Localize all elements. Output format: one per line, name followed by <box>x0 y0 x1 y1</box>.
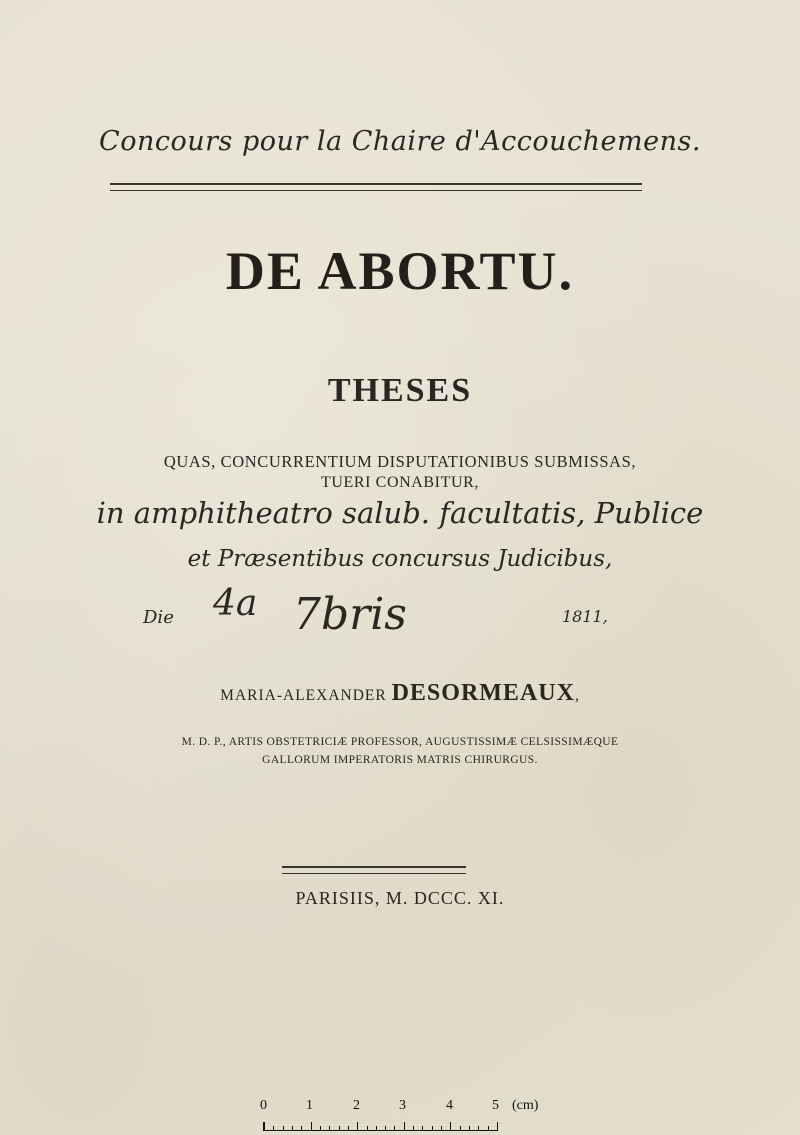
scale-tick <box>450 1122 451 1130</box>
credentials-line-2: GALLORUM IMPERATORIS MATRIS CHIRURGUS. <box>262 754 538 766</box>
scale-tick <box>497 1122 498 1130</box>
scale-tick <box>292 1126 293 1130</box>
thesis-line-2: TUERI CONABITUR, <box>320 474 480 491</box>
scale-label-2: 2 <box>353 1098 360 1113</box>
scale-tick <box>264 1122 265 1130</box>
subtitle: THESES <box>327 372 473 409</box>
scale-tick <box>339 1126 340 1130</box>
scale-tick <box>311 1122 312 1130</box>
scale-tick <box>376 1126 377 1130</box>
main-title: DE ABORTU. <box>225 241 575 301</box>
scale-label-1: 1 <box>306 1098 313 1113</box>
scale-tick <box>422 1126 423 1130</box>
scale-tick <box>385 1126 386 1130</box>
top-double-rule <box>110 183 642 191</box>
scale-bar <box>263 1122 498 1131</box>
scale-tick <box>357 1122 358 1130</box>
scale-tick <box>367 1126 368 1130</box>
author-given-names: MARIA-ALEXANDER <box>220 687 387 704</box>
scale-tick <box>413 1126 414 1130</box>
scale-label-4: 4 <box>446 1098 453 1113</box>
imprint: PARISIIS, M. DCCC. XI. <box>295 888 505 908</box>
scale-tick <box>273 1126 274 1130</box>
scale-tick <box>394 1126 395 1130</box>
handwritten-day: 4a <box>213 583 258 624</box>
handwritten-venue: in amphitheatro salub. facultatis, Publice <box>96 496 704 530</box>
thesis-line-1: QUAS, CONCURRENTIUM DISPUTATIONIBUS SUBMISSAS, <box>163 452 637 471</box>
scale-tick <box>404 1122 405 1130</box>
scale-tick <box>320 1126 321 1130</box>
scale-tick <box>283 1126 284 1130</box>
scale-tick <box>460 1126 461 1130</box>
scale-tick <box>432 1126 433 1130</box>
printed-year: 1811, <box>562 607 608 626</box>
credentials-line-1: M. D. P., ARTIS OBSTETRICIÆ PROFESSOR, AUGUSTISSIMÆ CELSISSIMÆQUE <box>181 736 619 748</box>
scale-tick <box>488 1126 489 1130</box>
handwritten-header: Concours pour la Chaire d'Accouchemens. <box>99 126 701 157</box>
handwritten-month: 7bris <box>293 589 407 640</box>
scale-tick <box>469 1126 470 1130</box>
author-suffix: , <box>574 687 580 704</box>
author-surname: DESORMEAUX <box>391 680 575 706</box>
scale-tick <box>441 1126 442 1130</box>
author-line <box>0 680 800 707</box>
scale-unit-label: (cm) <box>512 1098 539 1113</box>
centimeter-scale <box>250 1094 550 1134</box>
scale-tick <box>329 1126 330 1130</box>
handwritten-presence: et Præsentibus concursus Judicibus, <box>187 546 613 572</box>
handwritten-date-line <box>0 585 800 645</box>
scale-label-0: 0 <box>260 1098 267 1113</box>
scale-tick <box>348 1126 349 1130</box>
scale-tick <box>301 1126 302 1130</box>
die-label: Die <box>143 607 174 628</box>
scale-label-3: 3 <box>399 1098 406 1113</box>
bottom-double-rule <box>282 866 466 874</box>
scale-tick <box>478 1126 479 1130</box>
scale-label-5: 5 <box>492 1098 499 1113</box>
